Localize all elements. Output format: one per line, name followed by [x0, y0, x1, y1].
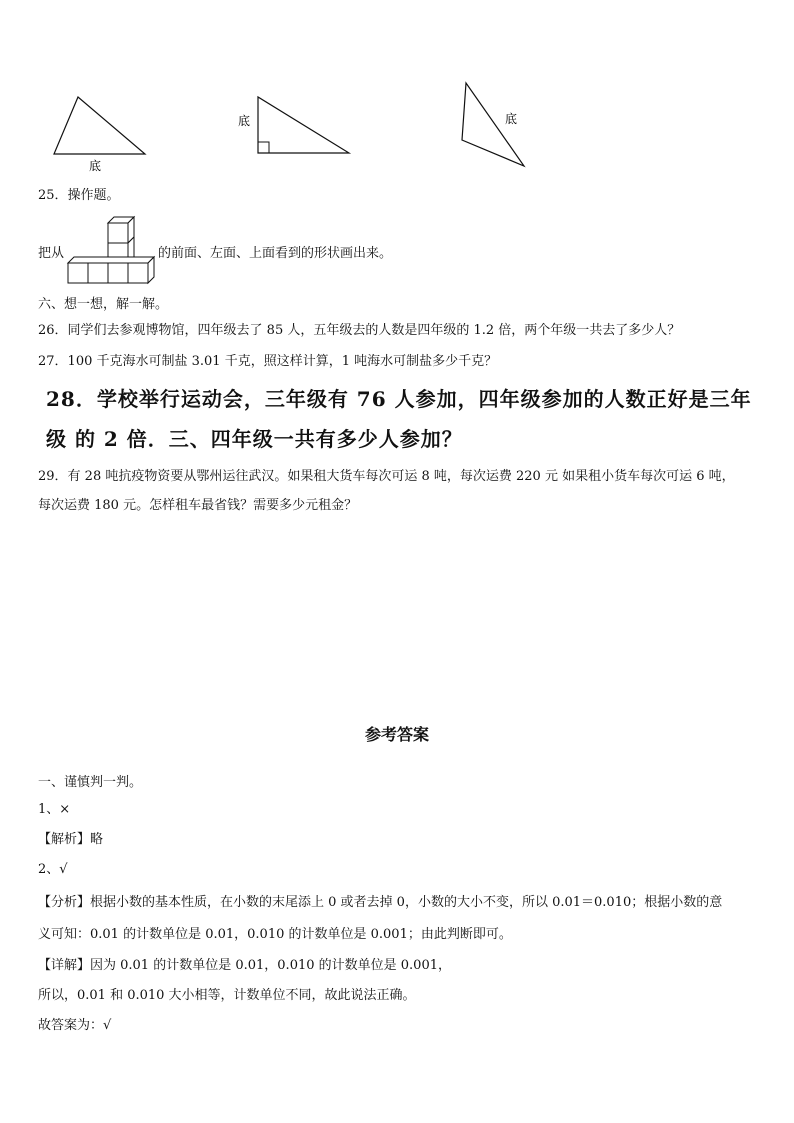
triangle-1	[54, 97, 145, 173]
triangle-2-label: 底	[238, 114, 251, 128]
answers-section-1: 一、谨慎判一判。	[38, 775, 143, 790]
question-25-prefix: 把从	[38, 246, 65, 261]
question-28-line-2: 级 的 2 倍．三、四年级一共有多少人参加？	[46, 427, 463, 451]
answer-2-final: 故答案为：√	[38, 1018, 112, 1033]
question-27: 27．100 千克海水可制盐 3.01 千克，照这样计算，1 吨海水可制盐多少千克？	[38, 354, 498, 369]
answer-1: 1、×	[38, 802, 71, 817]
triangle-3	[462, 83, 524, 166]
answer-2-analysis-2: 义可知：0.01 的计数单位是 0.01，0.010 的计数单位是 0.001；由此判断即可。	[38, 927, 512, 942]
answer-2: 2、√	[38, 862, 68, 877]
cube-stack-figure	[66, 215, 158, 287]
triangle-2-right	[238, 97, 349, 153]
triangle-figures	[0, 80, 794, 180]
section-6-heading: 六、想一想，解一解。	[38, 297, 169, 312]
answer-2-analysis-1: 【分析】根据小数的基本性质，在小数的末尾添上 0 或者去掉 0，小数的大小不变，所以 0.01＝0.010；根据小数的意	[38, 895, 723, 910]
answer-2-detail-1: 【详解】因为 0.01 的计数单位是 0.01，0.010 的计数单位是 0.001，	[38, 958, 451, 973]
question-25-suffix: 的前面、左面、上面看到的形状画出来。	[158, 246, 393, 261]
answers-title: 参考答案	[364, 725, 429, 744]
question-29-line-2: 每次运费 180 元。怎样租车最省钱？需要多少元租金？	[38, 498, 358, 513]
question-28-line-1: 28．学校举行运动会，三年级有 76 人参加，四年级参加的人数正好是三年	[46, 387, 752, 411]
triangle-3-label: 底	[505, 112, 518, 126]
triangle-1-label: 底	[89, 159, 102, 173]
question-29-line-1: 29．有 28 吨抗疫物资要从鄂州运往武汉。如果租大货车每次可运 8 吨，每次运费 220 元 如果租小货车每次可运 6 吨，	[38, 469, 735, 484]
question-25-title: 25．操作题。	[38, 188, 120, 203]
answer-1-note: 【解析】略	[38, 832, 104, 847]
question-26: 26．同学们去参观博物馆，四年级去了 85 人，五年级去的人数是四年级的 1.2 倍，两个年级一共去了多少人？	[38, 323, 681, 338]
answer-2-detail-2: 所以，0.01 和 0.010 大小相等，计数单位不同，故此说法正确。	[38, 988, 416, 1003]
